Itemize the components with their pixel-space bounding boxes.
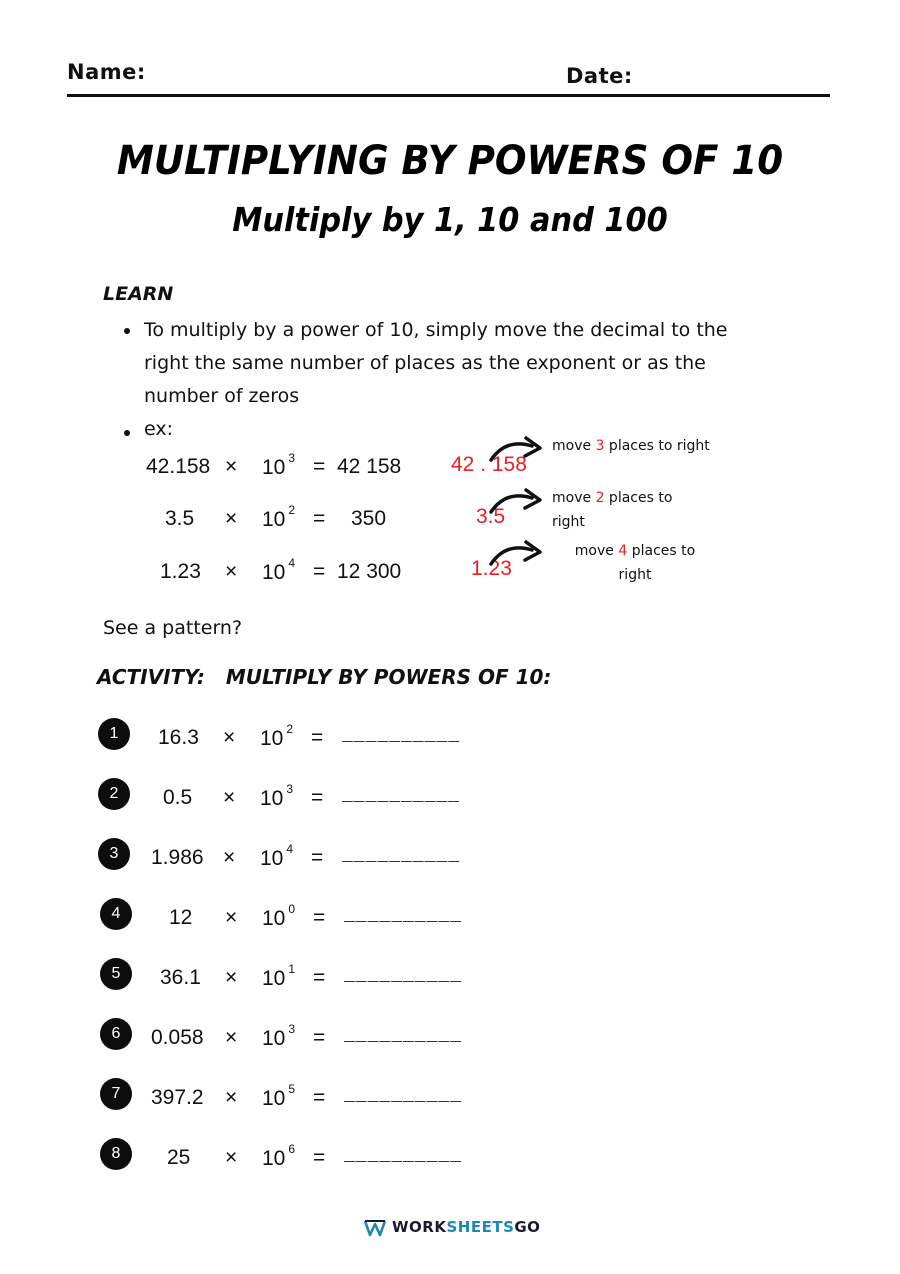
exponent: 0 [288,902,296,916]
problem-number-badge: 2 [98,778,130,810]
times-sign: × [223,726,236,749]
power-of-ten [262,451,296,480]
example-base: 1.23 [160,560,201,583]
problem-base: 0.058 [151,1026,204,1049]
logo-text: SHEETS [446,1218,515,1236]
power-base: 10 [262,1027,286,1050]
power-base: 10 [260,847,284,870]
exponent: 2 [288,503,296,517]
answer-blank[interactable]: __________ [344,906,463,926]
example-base: 42.158 [146,455,211,478]
activity-heading: ACTIVITY: MULTIPLY BY POWERS OF 10: [97,665,552,689]
bullet-icon [124,328,130,334]
move-note [560,539,710,587]
equals-sign: = [313,906,326,929]
problem-number-badge: 4 [100,898,132,930]
example-label: ex: [144,418,174,440]
note-text: right [552,514,585,530]
power-of-ten [260,782,294,811]
problem-row [0,898,900,938]
date-label: Date: [566,64,633,88]
exponent: 3 [288,1022,296,1036]
problem-base: 16.3 [158,726,199,749]
page-subtitle: Multiply by 1, 10 and 100 [232,200,668,239]
curved-arrow-icon [488,436,544,462]
learn-rule-line: To multiply by a power of 10, simply move the decimal to the [144,319,728,341]
problem-row [0,1018,900,1058]
note-places-number: 3 [595,438,605,454]
problem-number-badge: 1 [98,718,130,750]
move-note [552,486,672,534]
exponent: 4 [286,842,294,856]
power-of-ten [260,842,294,871]
problem-base: 36.1 [160,966,201,989]
equals-sign: = [311,786,324,809]
bullet-icon [124,430,130,436]
times-sign: × [225,1086,238,1109]
equals-sign: = [313,455,326,478]
learn-rule-line: number of zeros [144,385,300,407]
power-base: 10 [262,508,286,531]
power-of-ten [260,722,294,751]
power-of-ten [262,556,296,585]
decimal-visual: 42 . 158 [451,453,527,476]
power-base: 10 [260,727,284,750]
power-base: 10 [262,456,286,479]
problem-base: 25 [167,1146,191,1169]
answer-blank[interactable]: __________ [342,846,461,866]
power-of-ten [262,902,296,931]
decimal-visual: 3.5 [476,505,506,528]
problem-row [0,1078,900,1118]
example-result: 12 300 [337,560,402,583]
logo-text: WORK [392,1218,447,1236]
problem-base: 0.5 [163,786,193,809]
exponent: 1 [288,962,296,976]
times-sign: × [225,966,238,989]
equals-sign: = [313,1026,326,1049]
problem-base: 12 [169,906,193,929]
note-text: move [574,543,619,559]
power-of-ten [262,1082,296,1111]
power-base: 10 [262,1087,286,1110]
problem-number-badge: 5 [100,958,132,990]
answer-blank[interactable]: __________ [342,786,461,806]
times-sign: × [225,507,238,530]
problem-number-badge: 3 [98,838,130,870]
times-sign: × [223,786,236,809]
learn-rule-text [144,314,824,413]
answer-blank[interactable]: __________ [342,726,461,746]
equals-sign: = [313,1146,326,1169]
logo-text: GO [514,1218,541,1236]
problem-base: 397.2 [151,1086,204,1109]
problem-base: 1.986 [151,846,204,869]
times-sign: × [225,1026,238,1049]
times-sign: × [225,455,238,478]
power-base: 10 [260,787,284,810]
problem-row [0,958,900,998]
power-base: 10 [262,1147,286,1170]
equals-sign: = [313,507,326,530]
equals-sign: = [311,846,324,869]
header-divider [67,94,830,97]
note-text: places to [604,490,673,506]
power-base: 10 [262,907,286,930]
note-text: places to right [604,438,710,454]
equals-sign: = [313,966,326,989]
learn-rule-line: right the same number of places as the exponent or as the [144,352,706,374]
exponent: 5 [288,1082,296,1096]
power-of-ten [262,1022,296,1051]
pattern-question: See a pattern? [103,617,243,639]
power-base: 10 [262,967,286,990]
curved-arrow-icon [488,540,544,566]
times-sign: × [225,1146,238,1169]
exponent: 3 [288,451,296,465]
power-of-ten [262,1142,296,1171]
note-text: places to [627,543,696,559]
note-text: right [618,567,652,583]
answer-blank[interactable]: __________ [344,966,463,986]
problem-number-badge: 6 [100,1018,132,1050]
example-result: 42 158 [337,455,402,478]
exponent: 4 [288,556,296,570]
answer-blank[interactable]: __________ [344,1026,463,1046]
learn-heading: LEARN [103,283,174,305]
example-base: 3.5 [165,507,195,530]
logo-w-icon [364,1219,386,1237]
equals-sign: = [311,726,324,749]
logo-wordmark [392,1218,540,1236]
example-result: 350 [351,507,387,530]
exponent: 6 [288,1142,296,1156]
power-base: 10 [262,561,286,584]
problem-number-badge: 7 [100,1078,132,1110]
equals-sign: = [313,560,326,583]
note-text: move [552,438,596,454]
note-places-number: 4 [618,543,628,559]
times-sign: × [225,560,238,583]
exponent: 3 [286,782,294,796]
problem-row [0,778,900,818]
exponent: 2 [286,722,294,736]
problem-row [0,1138,900,1178]
power-of-ten [262,503,296,532]
equals-sign: = [313,1086,326,1109]
answer-blank[interactable]: __________ [344,1086,463,1106]
decimal-visual: 1.23 [471,557,512,580]
answer-blank[interactable]: __________ [344,1146,463,1166]
note-text: move [552,490,596,506]
times-sign: × [225,906,238,929]
curved-arrow-icon [488,488,544,514]
problem-number-badge: 8 [100,1138,132,1170]
power-of-ten [262,962,296,991]
problem-row [0,718,900,758]
move-note [552,434,710,458]
times-sign: × [223,846,236,869]
page-title: MULTIPLYING BY POWERS OF 10 [116,138,784,184]
problem-row [0,838,900,878]
name-label: Name: [67,60,146,84]
note-places-number: 2 [595,490,605,506]
